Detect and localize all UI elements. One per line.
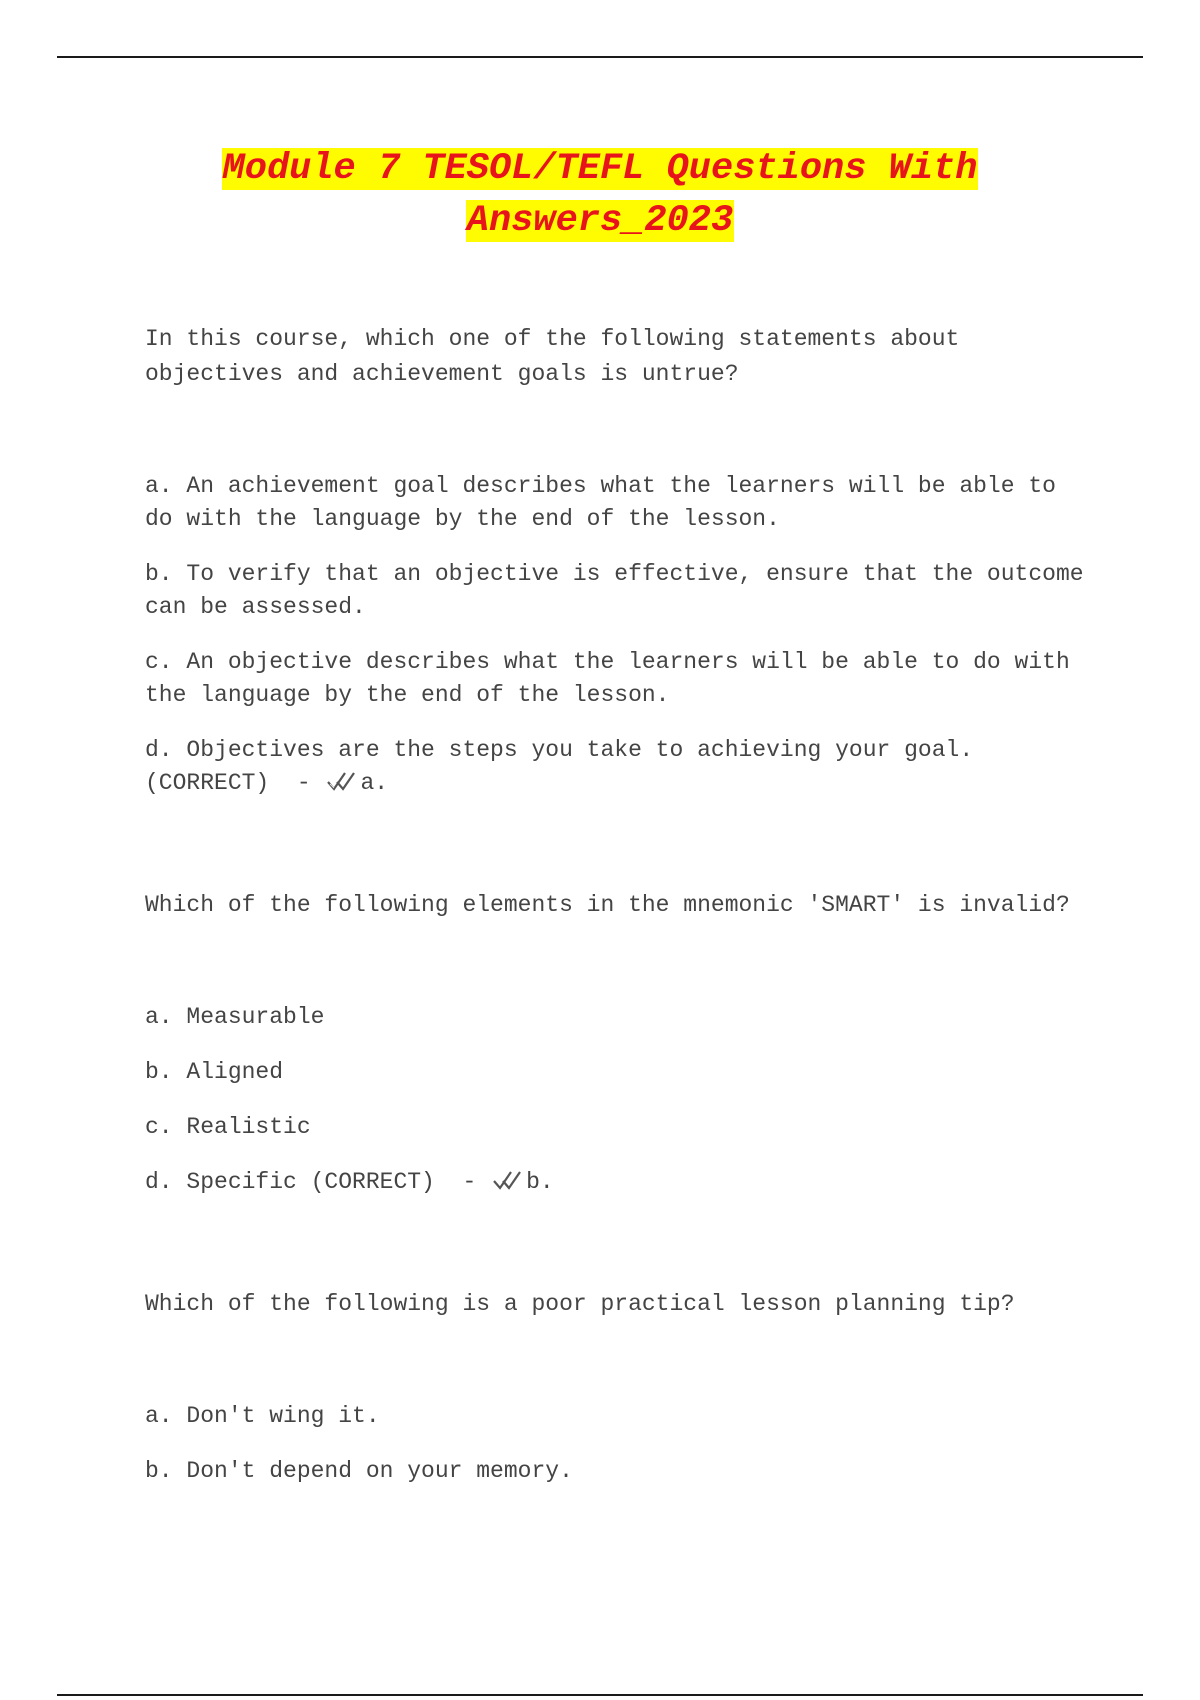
question-2-option-a: a. Measurable xyxy=(145,1004,325,1030)
double-check-icon xyxy=(326,770,360,792)
question-list xyxy=(145,322,1085,1510)
question-2-option-c: c. Realistic xyxy=(145,1114,311,1140)
question-1-option-c: c. An objective describes what the learners will be able to do with the language by the end of the lesson. xyxy=(145,649,1070,708)
title-line-2: Answers_2023 xyxy=(466,200,734,242)
question-1-option-b: b. To verify that an objective is effective, ensure that the outcome can be assessed. xyxy=(145,561,1084,620)
answer-letter: a. xyxy=(360,770,389,796)
question-3-option-a: a. Don't wing it. xyxy=(145,1403,380,1429)
question-1-option-d: d. Objectives are the steps you take to achieving your goal. (CORRECT) - a. xyxy=(145,737,987,796)
question-2-prompt: Which of the following elements in the mnemonic 'SMART' is invalid? xyxy=(145,892,1070,918)
answer-letter: b. xyxy=(526,1169,554,1195)
question-2-option-d: d. Specific (CORRECT) - b. xyxy=(145,1169,554,1195)
question-3-option-b: b. Don't depend on your memory. xyxy=(145,1458,573,1484)
question-1-prompt: In this course, which one of the following statements about objectives and achievement goals is untrue? xyxy=(145,326,960,387)
document-title xyxy=(0,143,1200,247)
question-1-option-a: a. An achievement goal describes what the learners will be able to do with the language by the end of the lesson. xyxy=(145,473,1056,532)
top-rule xyxy=(57,56,1143,58)
double-check-icon xyxy=(492,1169,526,1191)
bottom-rule xyxy=(57,1694,1143,1696)
title-line-1: Module 7 TESOL/TEFL Questions With xyxy=(222,148,978,190)
question-3-prompt: Which of the following is a poor practical lesson planning tip? xyxy=(145,1291,1015,1317)
question-2-option-b: b. Aligned xyxy=(145,1059,284,1085)
